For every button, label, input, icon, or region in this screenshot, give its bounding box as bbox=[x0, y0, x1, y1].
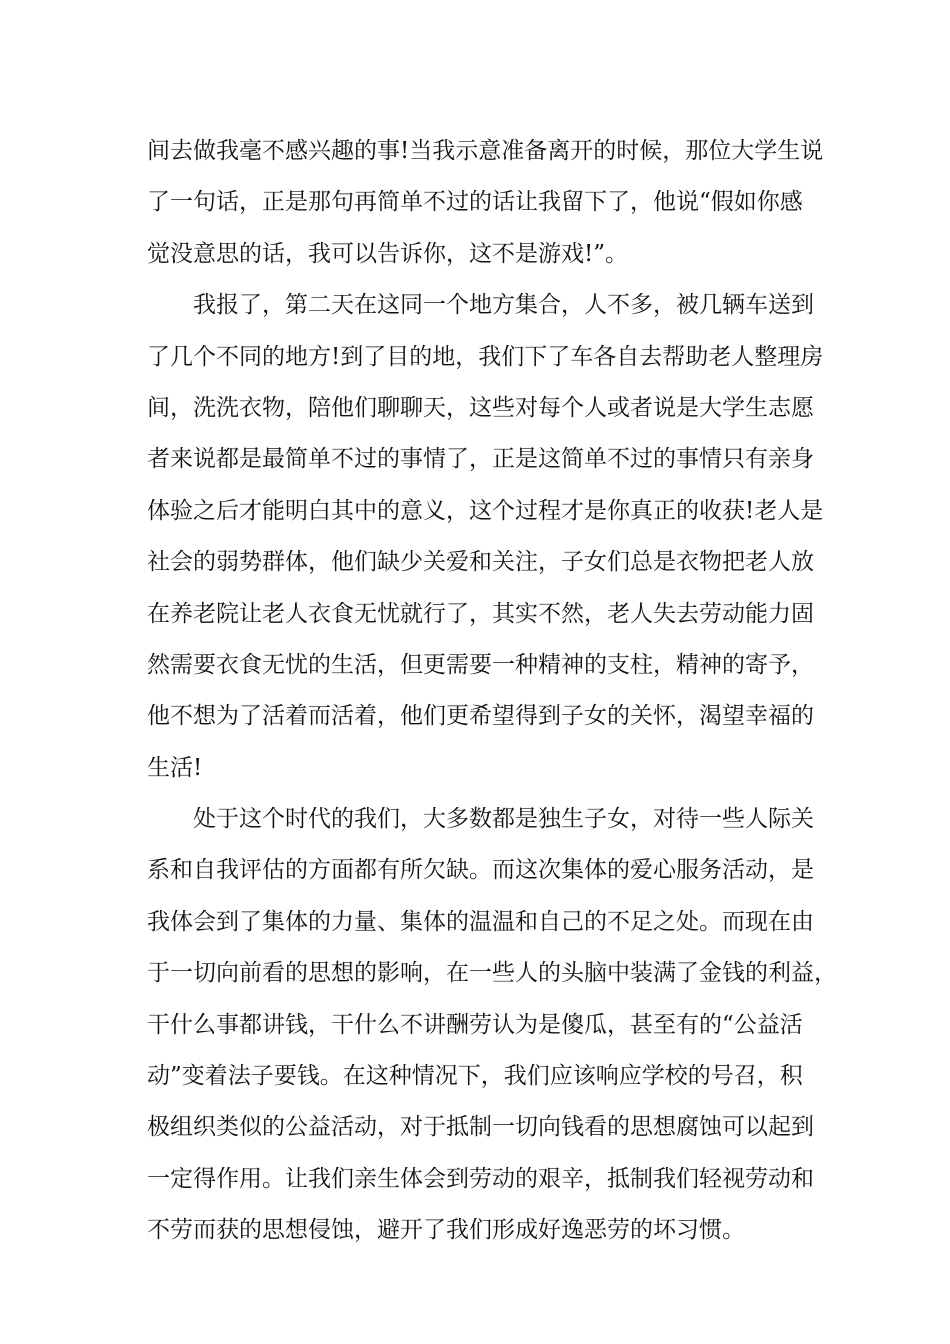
text-line: 我体会到了集体的力量、集体的温温和自己的不足之处。而现在由 bbox=[147, 908, 814, 935]
text-line: 于一切向前看的思想的影响，在一些人的头脑中装满了金钱的利益， bbox=[147, 960, 837, 987]
text-line: 觉没意思的话，我可以告诉你，这不是游戏!”。 bbox=[147, 240, 629, 267]
paragraph-3 bbox=[147, 794, 837, 1257]
text-line: 者来说都是最简单不过的事情了，正是这简单不过的事情只有亲身 bbox=[147, 446, 814, 473]
text-line: 在养老院让老人衣食无忧就行了，其实不然，老人失去劳动能力固 bbox=[147, 600, 814, 627]
text-line: 社会的弱势群体，他们缺少关爱和关注，子女们总是衣物把老人放 bbox=[147, 549, 814, 576]
text-line: 极组织类似的公益活动，对于抵制一切向钱看的思想腐蚀可以起到 bbox=[147, 1114, 814, 1141]
text-line: 不劳而获的思想侵蚀，避开了我们形成好逸恶劳的坏习惯。 bbox=[147, 1217, 745, 1244]
text-line: 生活! bbox=[147, 754, 203, 781]
text-line: 体验之后才能明白其中的意义，这个过程才是你真正的收获!老人是 bbox=[147, 497, 824, 524]
paragraph-2 bbox=[147, 280, 827, 794]
body-text bbox=[147, 126, 837, 1257]
text-line: 一定得作用。让我们亲生体会到劳动的艰辛，抵制我们轻视劳动和 bbox=[147, 1165, 814, 1192]
text-line: 动”变着法子要钱。在这种情况下，我们应该响应学校的号召，积 bbox=[147, 1063, 803, 1090]
text-line: 然需要衣食无忧的生活，但更需要一种精神的支柱，精神的寄予， bbox=[147, 651, 814, 678]
paragraph-1 bbox=[147, 126, 827, 280]
text-line: 干什么事都讲钱，干什么不讲酬劳认为是傻瓜，甚至有的“公益活 bbox=[147, 1011, 803, 1038]
text-line: 他不想为了活着而活着，他们更希望得到子女的关怀，渴望幸福的 bbox=[147, 703, 814, 730]
text-line: 间去做我毫不感兴趣的事!当我示意准备离开的时候，那位大学生说 bbox=[147, 138, 824, 164]
text-line: 间，洗洗衣物，陪他们聊聊天，这些对每个人或者说是大学生志愿 bbox=[147, 394, 814, 421]
text-line: 了一句话，正是那句再简单不过的话让我留下了，他说“假如你感 bbox=[147, 189, 803, 216]
text-line: 处于这个时代的我们，大多数都是独生子女，对待一些人际关 bbox=[193, 806, 814, 833]
text-line: 我报了，第二天在这同一个地方集合，人不多，被几辆车送到 bbox=[193, 292, 814, 319]
text-line: 系和自我评估的方面都有所欠缺。而这次集体的爱心服务活动，是 bbox=[147, 857, 814, 884]
text-line: 了几个不同的地方!到了目的地，我们下了车各自去帮助老人整理房 bbox=[147, 343, 824, 370]
